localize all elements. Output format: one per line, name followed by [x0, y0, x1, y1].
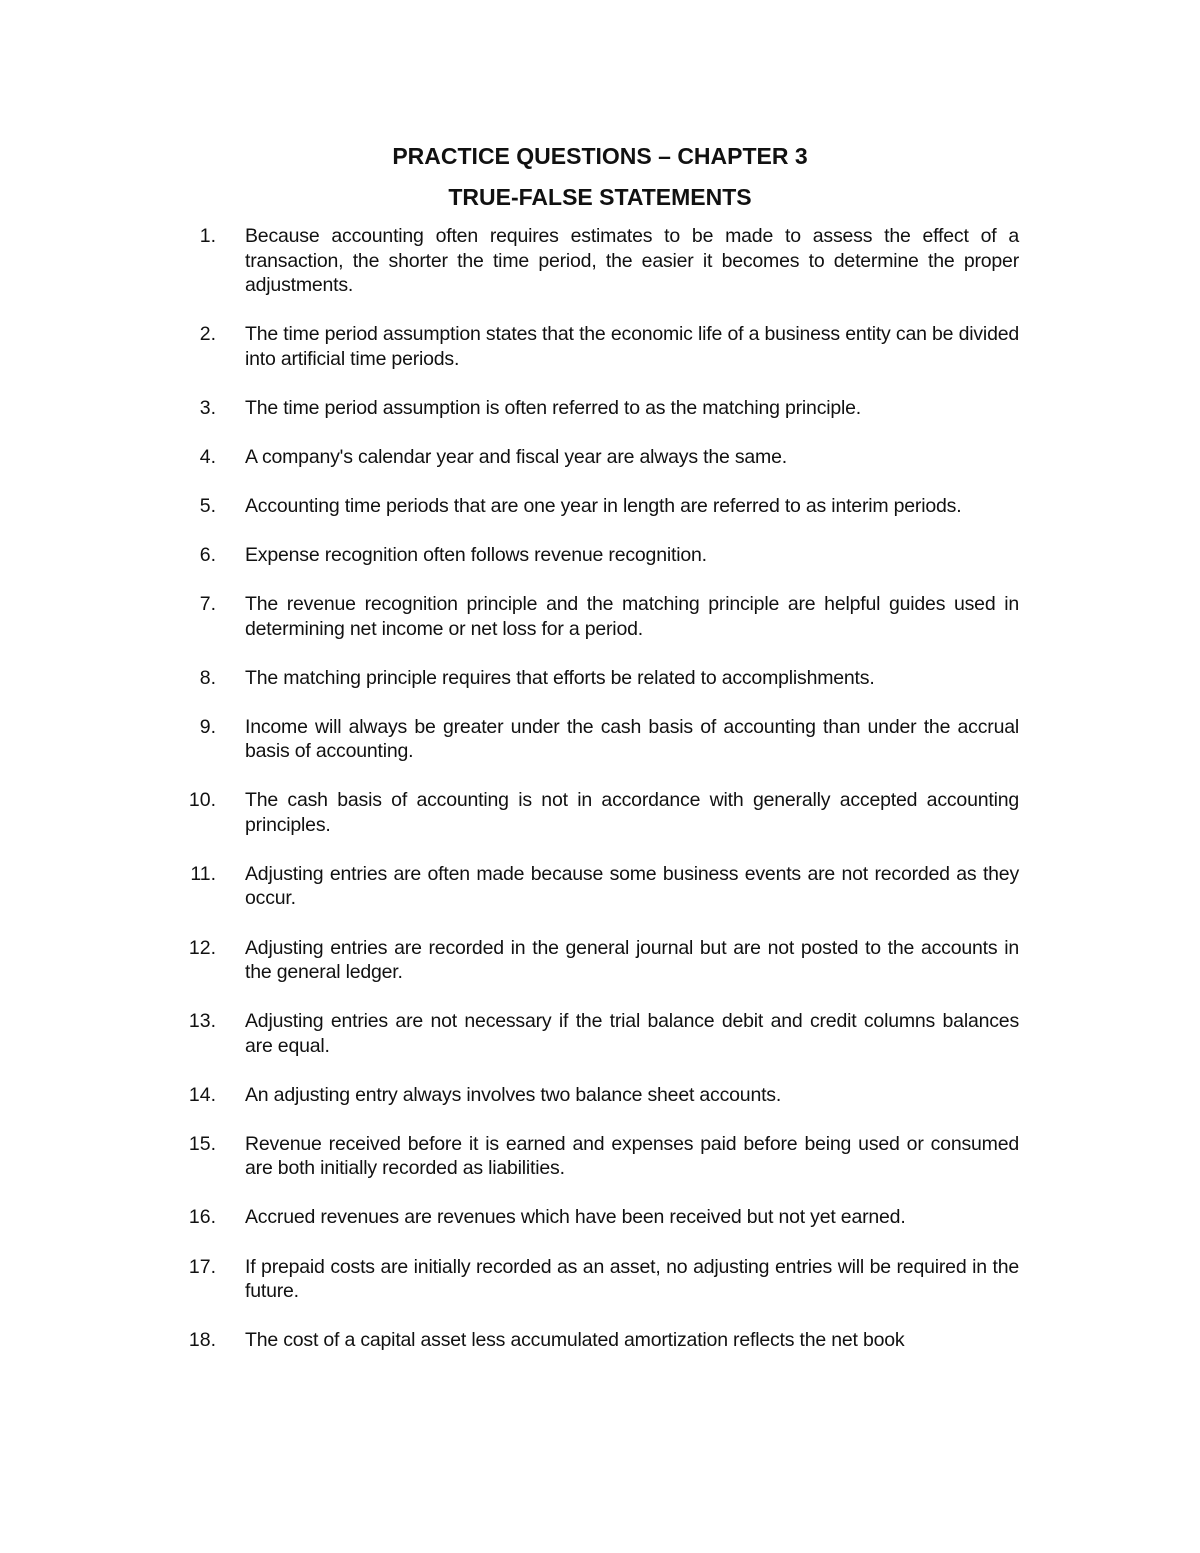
question-number: 4.: [199, 445, 216, 468]
question-number: 14.: [188, 1083, 216, 1106]
question-number: 2.: [199, 323, 216, 346]
list-item: [0, 666, 1200, 691]
question-text: Adjusting entries are often made because some business events are not recorded as they occur.: [245, 862, 1019, 910]
list-item: [0, 543, 1200, 568]
list-item: [0, 445, 1200, 470]
list-item: [0, 1205, 1200, 1230]
question-text: Revenue received before it is earned and expenses paid before being used or consumed are both initially recorded as liabilities.: [245, 1132, 1019, 1180]
question-text: An adjusting entry always involves two balance sheet accounts.: [245, 1083, 782, 1106]
question-number: 9.: [199, 715, 216, 738]
list-item: [0, 396, 1200, 421]
question-number: 3.: [199, 396, 216, 419]
list-item: [0, 592, 1200, 641]
question-text: The cost of a capital asset less accumulated amortization reflects the net book: [245, 1329, 905, 1352]
list-item: [0, 1328, 1200, 1353]
question-text: The matching principle requires that efforts be related to accomplishments.: [245, 666, 875, 689]
list-item: [0, 1255, 1200, 1304]
question-text: The time period assumption states that the economic life of a business entity can be divided into artificial time periods.: [245, 323, 1019, 370]
question-text: Adjusting entries are not necessary if the trial balance debit and credit columns balances are equal.: [245, 1010, 1019, 1057]
question-text: The cash basis of accounting is not in accordance with generally accepted accounting principles.: [245, 789, 1019, 836]
list-item: [0, 862, 1200, 911]
question-number: 1.: [199, 225, 216, 247]
question-text: Accounting time periods that are one year in length are referred to as interim periods.: [245, 494, 962, 517]
question-text: The time period assumption is often referred to as the matching principle.: [245, 396, 862, 419]
list-item: [0, 788, 1200, 837]
question-number: 10.: [188, 789, 216, 812]
list-item: [0, 715, 1200, 764]
question-text: Adjusting entries are recorded in the general journal but are not posted to the accounts in the general ledger.: [245, 936, 1019, 984]
question-number: 6.: [199, 543, 216, 566]
question-text: The revenue recognition principle and the matching principle are helpful guides used in determining net income or net loss for a period.: [245, 593, 1019, 640]
question-number: 7.: [199, 593, 216, 616]
list-item: [0, 1132, 1200, 1181]
question-text: Income will always be greater under the cash basis of accounting than under the accrual basis of accounting.: [245, 715, 1019, 763]
question-number: 11.: [190, 862, 216, 885]
question-text: Because accounting often requires estimates to be made to assess the effect of a transaction, the shorter the time period, the easier it becomes to determine the proper adjustments.: [245, 225, 1019, 296]
question-number: 12.: [188, 936, 216, 959]
question-number: 16.: [188, 1206, 216, 1229]
question-number: 18.: [188, 1329, 216, 1352]
question-number: 15.: [188, 1132, 216, 1155]
question-text: A company's calendar year and fiscal year are always the same.: [245, 445, 787, 468]
section-heading: TRUE-FALSE STATEMENTS: [448, 184, 752, 210]
list-item: [0, 936, 1200, 985]
question-number: 17.: [188, 1255, 216, 1278]
question-text: Expense recognition often follows revenue recognition.: [245, 543, 707, 566]
question-list: [0, 224, 1200, 1377]
question-number: 5.: [199, 494, 216, 517]
list-item: [0, 494, 1200, 519]
page-title: PRACTICE QUESTIONS – CHAPTER 3: [392, 143, 808, 169]
question-text: If prepaid costs are initially recorded as an asset, no adjusting entries will be required in the future.: [245, 1255, 1019, 1302]
list-item: [0, 322, 1200, 371]
question-number: 13.: [188, 1010, 216, 1033]
list-item: [0, 224, 1200, 298]
list-item: [0, 1009, 1200, 1058]
list-item: [0, 1083, 1200, 1108]
question-text: Accrued revenues are revenues which have been received but not yet earned.: [245, 1206, 906, 1229]
question-number: 8.: [199, 666, 216, 689]
